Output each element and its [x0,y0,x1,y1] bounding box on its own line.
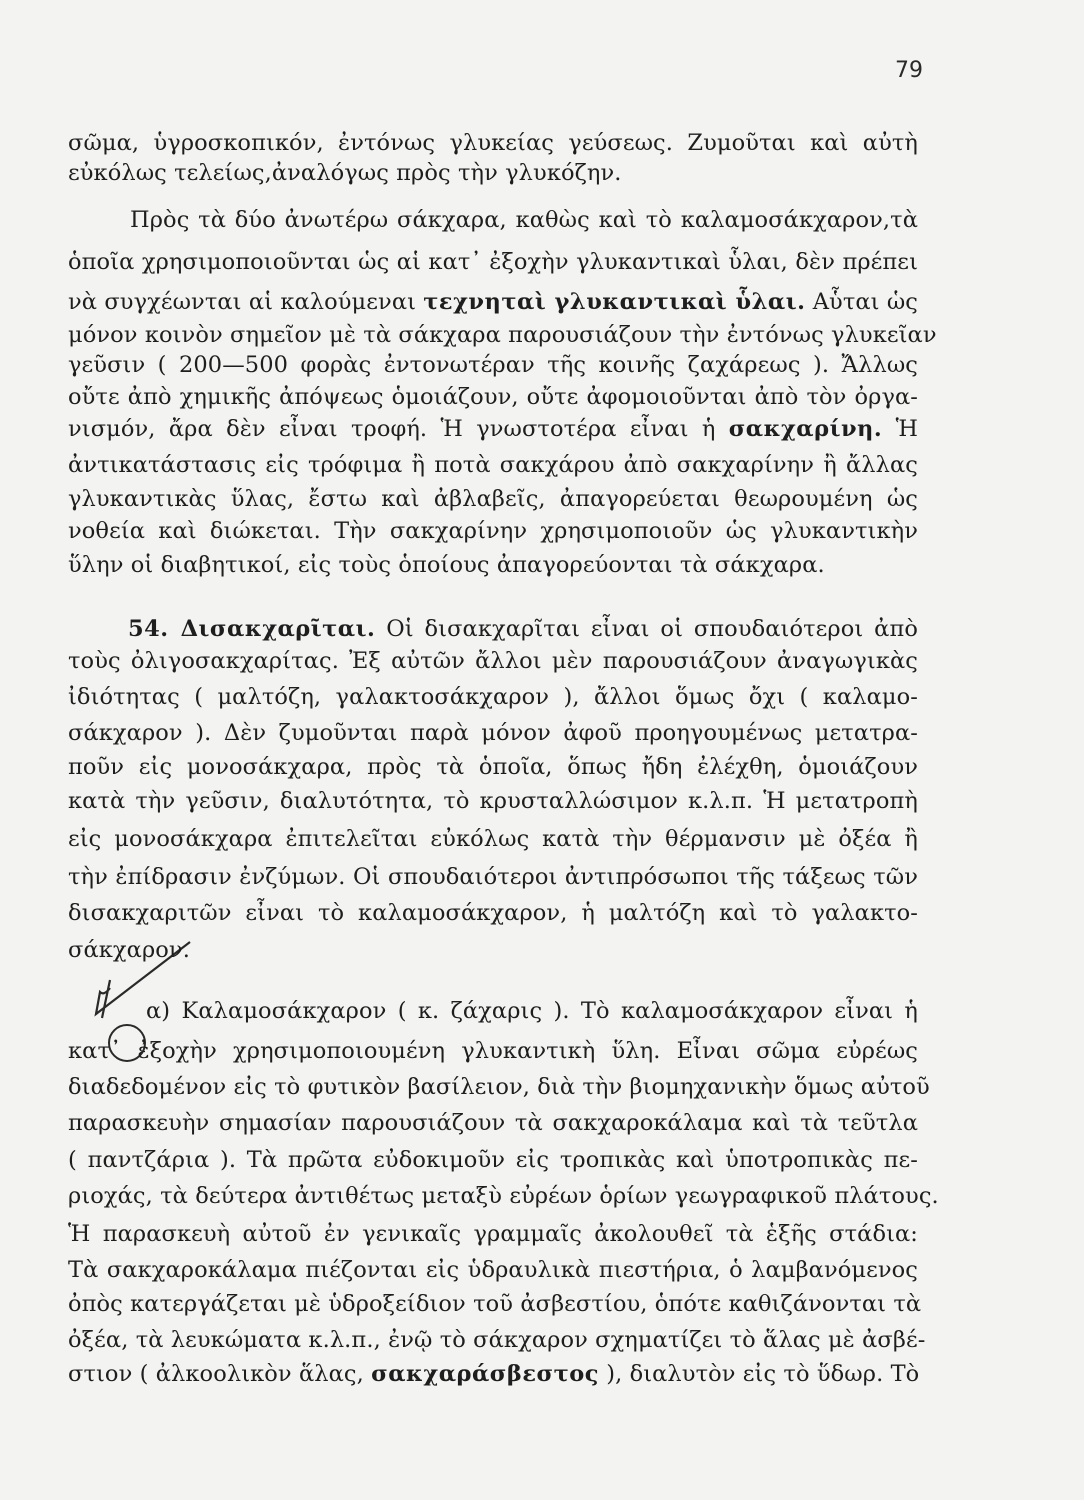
text-run: σῶμα, ὑγροσκοπικόν, ἐντόνως γλυκείας γεύσεως. Ζυμοῦται καὶ αὐτὴ [68,130,918,156]
text-run: ὀπὸς κατεργάζεται μὲ ὑδροξείδιον τοῦ ἀσβεστίου, ὁπότε καθιζάνονται τὰ [68,1291,922,1317]
text-run: δισακχαριτῶν εἶναι τὸ καλαμοσάκχαρον, ἡ μαλτόζη καὶ τὸ γαλακτο- [68,900,918,926]
text-line [68,935,918,965]
text-line [68,1072,930,1102]
text-line [68,898,918,928]
text-run: μόνον κοινὸν σημεῖον μὲ τὰ σάκχαρα παρουσιάζουν τὴν ἐντόνως γλυκεῖαν [68,322,937,348]
text-line [68,646,918,676]
text-line [68,752,918,782]
text-line [68,1255,918,1285]
text-line [146,996,918,1026]
text-line [68,1219,918,1249]
text-run: κατ᾿ ἐξοχὴν χρησιμοποιουμένη γλυκαντικὴ ὕλη. Εἶναι σῶμα εὐρέως [68,1038,918,1064]
text-line [68,1145,918,1175]
text-run: Τὰ σακχαροκάλαμα πιέζονται εἰς ὑδραυλικὰ πιεστήρια, ὁ λαμβανόμενος [68,1257,918,1283]
text-run: νισμόν, ἄρα δὲν εἶναι τροφή. Ἡ γνωστοτέρα εἶναι ἡ [68,416,729,442]
text-run: ὁποῖα χρησιμοποιοῦνται ὡς αἱ κατ᾿ ἐξοχὴν γλυκαντικαὶ ὗλαι, δὲν πρέπει [68,249,918,275]
page-number: 79 [895,58,923,83]
text-line [68,287,918,317]
text-run: κατὰ τὴν γεῦσιν, διαλυτότητα, τὸ κρυσταλλώσιμον κ.λ.π. Ἡ μετατροπὴ [68,788,918,814]
text-line [68,450,918,480]
text-run: σάκχαρον ). Δὲν ζυμοῦνται παρὰ μόνον ἀφοῦ προηγουμένως μετατρα- [68,720,918,746]
text-run: α) Καλαμοσάκχαρον ( κ. ζάχαρις ). Τὸ καλαμοσάκχαρον εἶναι ἡ [146,998,918,1024]
text-run: νοθεία καὶ διώκεται. Τὴν σακχαρίνην χρησιμοποιοῦν ὡς γλυκαντικὴν [68,518,918,544]
text-line [68,484,918,514]
text-line [68,824,918,854]
bold-term: σακχαράσβεστος [371,1361,599,1387]
text-run: διαδεδομένον εἰς τὸ φυτικὸν βασίλειον, διὰ τὴν βιομηχανικὴν ὅμως αὐτοῦ [68,1074,930,1100]
text-run: παρασκευὴν σημασίαν παρουσιάζουν τὰ σακχαροκάλαμα καὶ τὰ τεῦτλα [68,1110,918,1136]
text-run: Αὗται ὡς [805,289,919,315]
text-line [68,862,918,892]
text-run: ( παντζάρια ). Τὰ πρῶτα εὐδοκιμοῦν εἰς τροπικὰς καὶ ὑποτροπικὰς πε- [68,1147,918,1173]
bold-term: σακχαρίνη. [728,416,883,442]
bold-term: 54. Δισακχαρῖται. [128,616,376,642]
text-run: οὔτε ἀπὸ χημικῆς ἀπόψεως ὁμοιάζουν, οὔτε ἀφομοιοῦνται ἀπὸ τὸν ὀργα- [68,384,918,410]
text-run: σάκχαρον. [68,937,190,963]
text-line [68,718,918,748]
text-line [68,158,918,188]
text-line [68,1036,918,1066]
text-run: ριοχάς, τὰ δεύτερα ἀντιθέτως μεταξὺ εὐρέων ὁρίων γεωγραφικοῦ πλάτους. [68,1183,939,1209]
text-run: ), διαλυτὸν εἰς τὸ ὕδωρ. Τὸ [598,1361,920,1387]
text-run: τοὺς ὀλιγοσακχαρίτας. Ἐξ αὐτῶν ἄλλοι μὲν παρουσιάζουν ἀναγωγικὰς [68,648,918,674]
text-line [68,550,918,580]
text-line [68,247,918,277]
text-line [68,1181,939,1211]
text-line [68,414,918,444]
text-line [68,128,918,158]
text-line [130,205,918,235]
text-line [68,516,918,546]
text-line [68,682,918,712]
text-run: γλυκαντικὰς ὕλας, ἔστω καὶ ἀβλαβεῖς, ἀπαγορεύεται θεωρουμένη ὡς [68,486,918,512]
text-line [68,786,918,816]
text-line [68,1359,918,1389]
bold-term: τεχνηταὶ γλυκαντικαὶ ὗλαι. [423,289,806,315]
text-run: Πρὸς τὰ δύο ἀνωτέρω σάκχαρα, καθὼς καὶ τὸ καλαμοσάκχαρον,τὰ [130,207,918,233]
text-run: γεῦσιν ( 200—500 φορὰς ἐντονωτέραν τῆς κοινῆς ζαχάρεως ). Ἄλλως [68,352,918,378]
text-run: ποῦν εἰς μονοσάκχαρα, πρὸς τὰ ὁποῖα, ὅπως ἤδη ἐλέχθη, ὁμοιάζουν [68,754,918,780]
text-line [68,1108,918,1138]
text-line [68,382,918,412]
text-line [68,350,918,380]
text-run: ἀντικατάστασις εἰς τρόφιμα ἢ ποτὰ σακχάρου ἀπὸ σακχαρίνην ἢ ἄλλας [68,452,918,478]
text-run: ὀξέα, τὰ λευκώματα κ.λ.π., ἐνῷ τὸ σάκχαρον σχηματίζει τὸ ἅλας μὲ ἀσβέ- [68,1327,926,1353]
text-run: νὰ συγχέωνται αἱ καλούμεναι [68,289,424,315]
text-line [68,320,937,350]
text-run: τὴν ἐπίδρασιν ἐνζύμων. Οἱ σπουδαιότεροι ἀντιπρόσωποι τῆς τάξεως τῶν [68,864,918,890]
text-run: εἰς μονοσάκχαρα ἐπιτελεῖται εὐκόλως κατὰ τὴν θέρμανσιν μὲ ὀξέα ἢ [68,826,918,852]
text-line [68,1289,922,1319]
text-line [128,614,918,644]
text-run: εὐκόλως τελείως,ἀναλόγως πρὸς τὴν γλυκόζην. [68,160,622,186]
text-run: Οἱ δισακχαρῖται εἶναι οἱ σπουδαιότεροι ἀπὸ [375,616,918,642]
text-line [68,1325,926,1355]
text-run: ἰδιότητας ( μαλτόζη, γαλακτοσάκχαρον ), ἄλλοι ὅμως ὄχι ( καλαμο- [68,684,918,710]
text-run: Ἡ [882,416,918,442]
text-run: Ἡ παρασκευὴ αὐτοῦ ἐν γενικαῖς γραμμαῖς ἀκολουθεῖ τὰ ἑξῆς στάδια: [68,1221,918,1247]
text-run: ὕλην οἱ διαβητικοί, εἰς τοὺς ὁποίους ἀπαγορεύονται τὰ σάκχαρα. [68,552,825,578]
text-run: στιον ( ἀλκοολικὸν ἅλας, [68,1361,372,1387]
